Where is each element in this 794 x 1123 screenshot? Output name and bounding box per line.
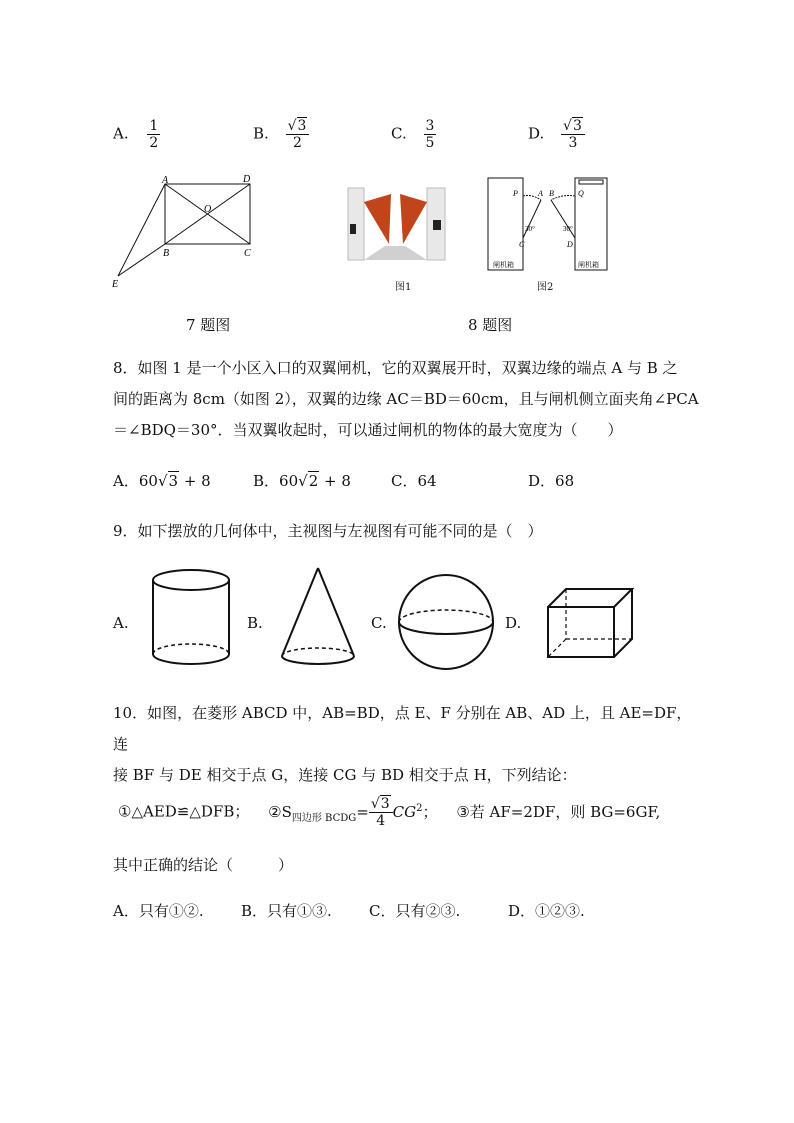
fraction: $\frac{1}{2}$ (149, 118, 159, 151)
fraction: $\frac{3}{5}$ (425, 118, 435, 151)
conclusion-3: ③若 AF=2DF，则 BG=6GF, (456, 802, 661, 821)
sphere-shape (396, 572, 498, 674)
fig8-sub2-caption: 图2 (537, 282, 554, 293)
q7-option-c: C. $\frac{3}{5}$ (391, 118, 435, 151)
cylinder-shape (147, 566, 237, 670)
q10-option-b: B．只有①③. (241, 902, 332, 920)
question-9: 9．如下摆放的几何体中，主视图与左视图有可能不同的是（ ） (113, 522, 543, 540)
point-d: D (243, 174, 251, 185)
fraction: $\frac{√3}{2}$ (286, 118, 310, 151)
q8-option-a: A．60√3 + 8 (113, 472, 211, 490)
point-c: C (244, 248, 251, 259)
cuboid-shape (544, 585, 636, 661)
conclusion-1: ①△AED≌△DFB； (118, 802, 250, 821)
q7-option-d: D. $\frac{√3}{3}$ (528, 118, 585, 151)
q9-option-c-label: C. (371, 614, 387, 632)
gate-photo (345, 180, 450, 270)
point-b: B (163, 248, 170, 259)
q7-option-a: A. $\frac{1}{2}$ (113, 118, 159, 151)
label-c: C (519, 240, 525, 249)
q10-option-a: A．只有①②. (113, 902, 204, 920)
fraction: $\frac{√3}{3}$ (561, 118, 585, 151)
label-a: A (538, 189, 543, 198)
gate-box-label: 闸机箱 (493, 261, 514, 269)
q8-option-b: B．60√2 + 8 (253, 472, 351, 490)
conclusion-2: $②S_{四边形 BCDG}=$ $\frac{√3}{4}$ $CG^2$； (268, 796, 438, 829)
question-10 (113, 698, 703, 791)
figure-7-diagram (108, 170, 278, 292)
q10-conclusions (118, 796, 660, 829)
q9-option-b-label: B. (247, 614, 263, 632)
point-o: O (204, 204, 212, 215)
label-q: Q (578, 189, 584, 198)
angle-label: 30° (563, 225, 573, 233)
gate-box-label: 闸机箱 (578, 261, 599, 269)
q10-line: 10．如图，在菱形 ABCD 中，AB=BD，点 E、F 分别在 AB、AD 上，且 AE=DF，连 (113, 704, 692, 753)
q10-ask: 其中正确的结论（ ） (113, 856, 294, 874)
q8-option-c: C．64 (391, 472, 437, 490)
q8-line: 间的距离为 8cm（如图 2），双翼的边缘 AC＝BD＝60cm，且与闸机侧立面夹角∠PCA (113, 390, 699, 408)
q8-line: 8．如图 1 是一个小区入口的双翼闸机，它的双翼展开时，双翼边缘的端点 A 与 B 之 (113, 359, 678, 377)
angle-label: 30° (525, 225, 535, 233)
label-d: D (567, 240, 573, 249)
q9-option-d-label: D. (505, 614, 522, 632)
q9-option-a-label: A. (113, 614, 129, 632)
question-8 (113, 353, 703, 446)
q10-line: 接 BF 与 DE 相交于点 G，连接 CG 与 BD 相交于点 H，下列结论： (113, 766, 577, 784)
fig8-sub1-caption: 图1 (395, 282, 412, 293)
fraction: $\frac{√3}{4}$ (369, 796, 393, 829)
label-p: P (513, 189, 518, 198)
fig8-caption: 8 题图 (468, 316, 513, 334)
q8-line: ＝∠BDQ＝30°．当双翼收起时，可以通过闸机的物体的最大宽度为（ ） (113, 421, 623, 439)
gate-diagram (485, 176, 610, 272)
q8-option-d: D．68 (528, 472, 575, 490)
q7-option-b: B. $\frac{√3}{2}$ (253, 118, 309, 151)
point-e: E (112, 279, 119, 290)
label-b: B (549, 189, 554, 198)
point-a: A (162, 175, 169, 186)
q10-option-d: D．①②③. (508, 902, 585, 920)
fig7-caption: 7 题图 (186, 316, 231, 334)
q10-option-c: C．只有②③. (369, 902, 461, 920)
cone-shape (278, 566, 362, 670)
